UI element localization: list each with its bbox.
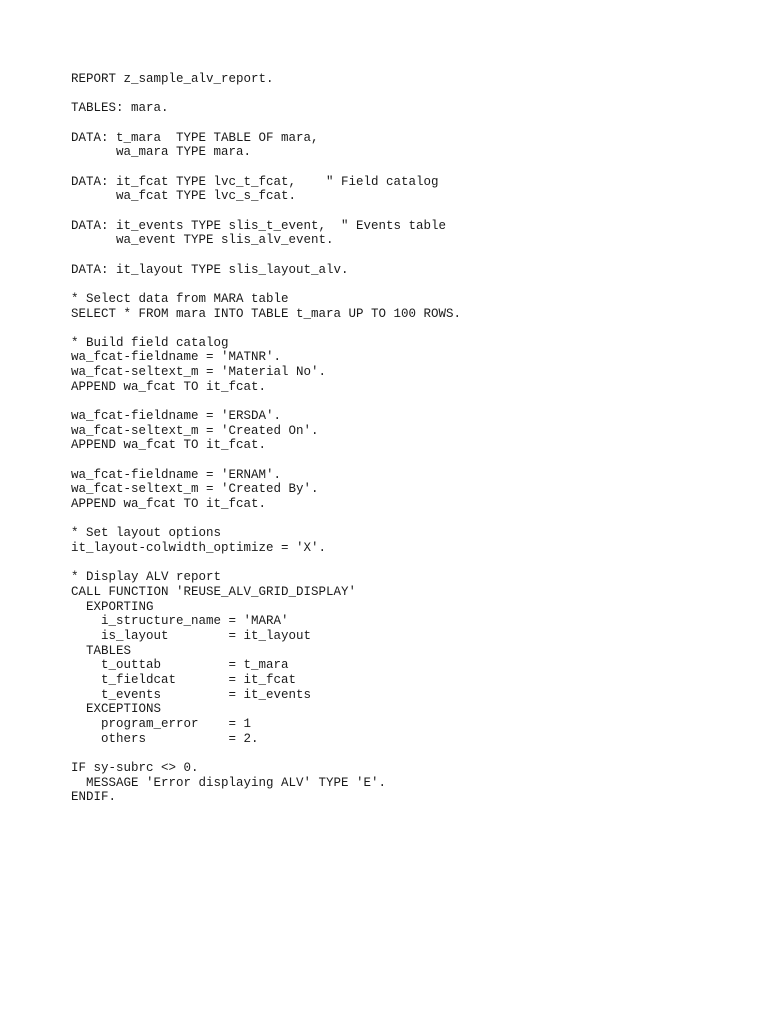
code-line: REPORT z_sample_alv_report. xyxy=(71,72,274,86)
code-line: DATA: it_events TYPE slis_t_event, " Events table xyxy=(71,218,447,233)
blank-line xyxy=(71,204,461,219)
blank-line xyxy=(71,277,461,292)
code-line: wa_fcat-seltext_m = 'Material No'. xyxy=(71,365,327,380)
code-line: SELECT * FROM mara INTO TABLE t_mara UP TO 100 ROWS. xyxy=(71,306,462,321)
code-line: TABLES: mara. xyxy=(71,101,169,116)
code-line: MESSAGE 'Error displaying ALV' TYPE 'E'. xyxy=(71,775,387,790)
code-line: wa_fcat-seltext_m = 'Created By'. xyxy=(71,482,319,497)
code-line: * Build field catalog xyxy=(71,335,229,350)
blank-line xyxy=(71,116,461,131)
blank-line xyxy=(71,248,461,263)
code-line: wa_fcat-fieldname = 'MATNR'. xyxy=(71,350,282,365)
blank-line xyxy=(71,394,461,409)
blank-line xyxy=(71,87,461,102)
code-line: CALL FUNCTION 'REUSE_ALV_GRID_DISPLAY' xyxy=(71,584,357,599)
code-line: * Display ALV report xyxy=(71,570,222,585)
code-line: t_events = it_events xyxy=(71,687,312,702)
code-line: i_structure_name = 'MARA' xyxy=(71,614,289,629)
code-line: wa_fcat-seltext_m = 'Created On'. xyxy=(71,423,319,438)
code-line: DATA: it_fcat TYPE lvc_t_fcat, " Field catalog xyxy=(71,174,439,189)
blank-line xyxy=(71,453,461,468)
blank-line xyxy=(71,556,461,571)
code-line: * Select data from MARA table xyxy=(71,291,289,306)
code-line: * Set layout options xyxy=(71,526,222,541)
code-line: ENDIF. xyxy=(71,790,117,805)
code-line: it_layout-colwidth_optimize = 'X'. xyxy=(71,541,327,555)
code-line: wa_fcat TYPE lvc_s_fcat. xyxy=(71,189,297,204)
code-line: IF sy-subrc <> 0. xyxy=(71,760,199,775)
code-line: APPEND wa_fcat TO it_fcat. xyxy=(71,379,267,394)
blank-line xyxy=(71,160,461,175)
code-line: t_fieldcat = it_fcat xyxy=(71,672,297,687)
code-line: wa_event TYPE slis_alv_event. xyxy=(71,233,334,248)
code-line: others = 2. xyxy=(71,731,259,746)
code-line: EXPORTING xyxy=(71,599,154,614)
abap-source-code xyxy=(71,72,461,805)
code-line: EXCEPTIONS xyxy=(71,702,162,717)
blank-line xyxy=(71,746,461,761)
code-line: is_layout = it_layout xyxy=(71,628,312,643)
blank-line xyxy=(71,512,461,527)
code-line: DATA: it_layout TYPE slis_layout_alv. xyxy=(71,262,349,277)
code-line: TABLES xyxy=(71,643,132,658)
code-line: DATA: t_mara TYPE TABLE OF mara, xyxy=(71,130,319,145)
code-line: wa_fcat-fieldname = 'ERSDA'. xyxy=(71,409,282,424)
code-line: program_error = 1 xyxy=(71,716,252,731)
code-line: t_outtab = t_mara xyxy=(71,658,289,673)
code-line: wa_fcat-fieldname = 'ERNAM'. xyxy=(71,467,282,482)
code-line: APPEND wa_fcat TO it_fcat. xyxy=(71,497,267,512)
code-line: wa_mara TYPE mara. xyxy=(71,145,252,160)
code-line: APPEND wa_fcat TO it_fcat. xyxy=(71,438,267,453)
blank-line xyxy=(71,321,461,336)
